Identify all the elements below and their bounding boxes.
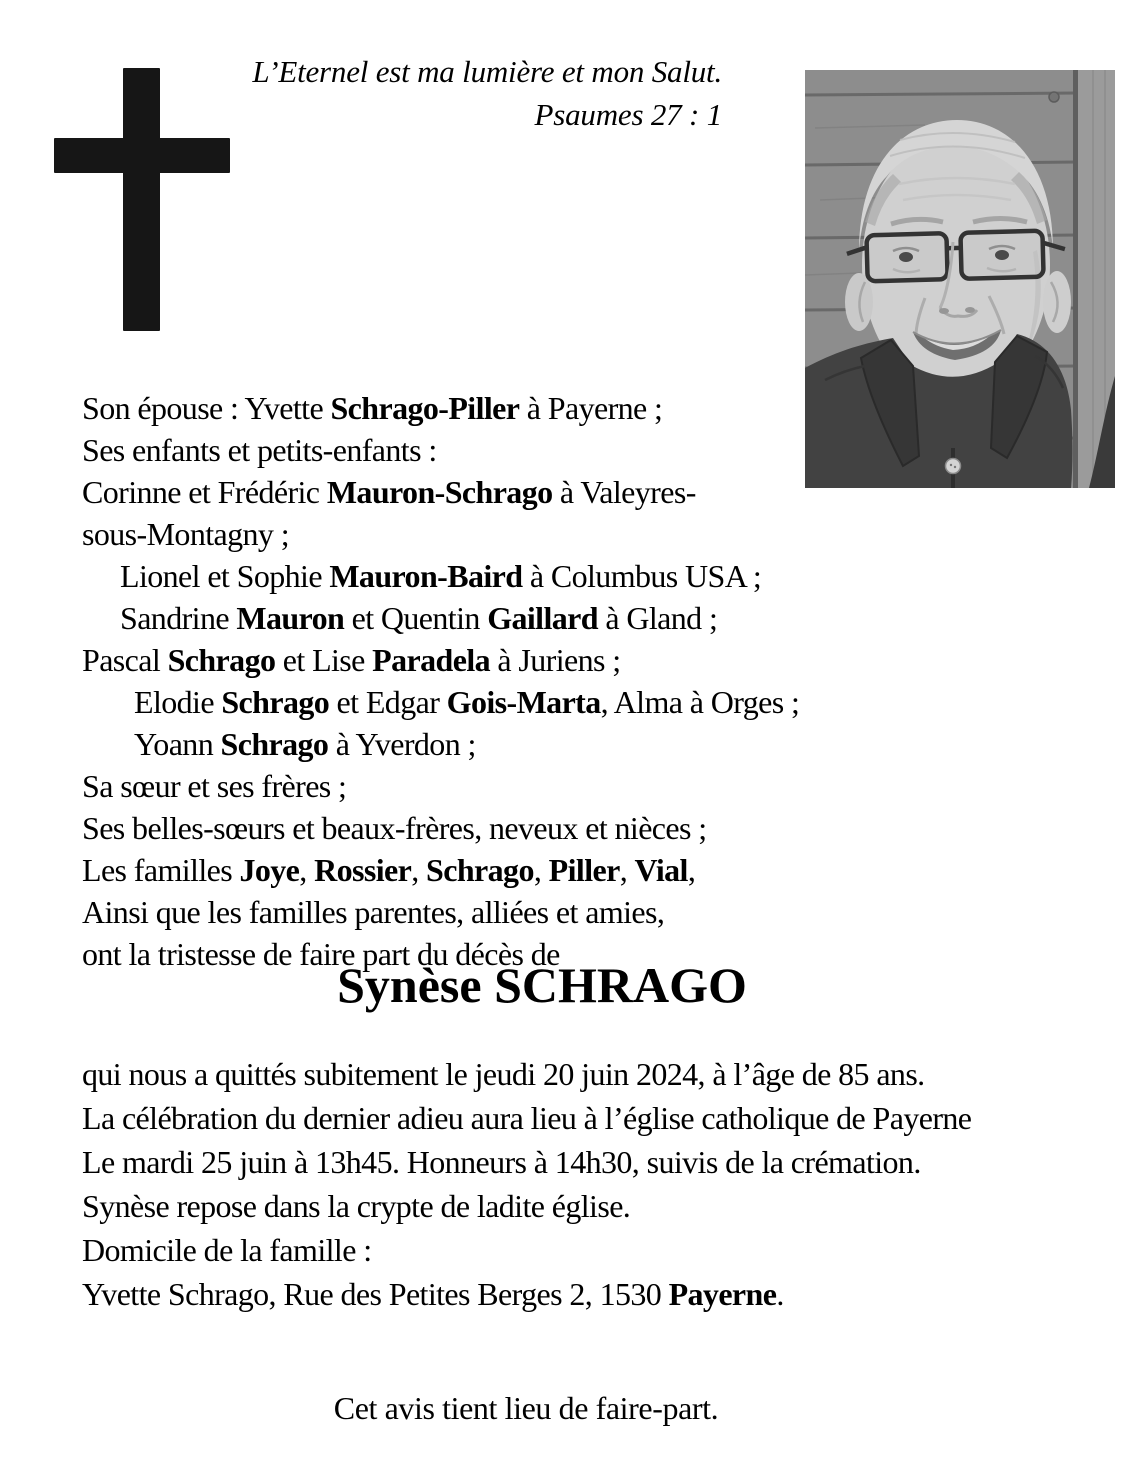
text-segment: Ainsi que les familles parentes, alliées et amies,	[82, 894, 665, 930]
deceased-name: Synèse SCHRAGO	[337, 957, 747, 1013]
text-line	[82, 387, 799, 429]
text-segment: Synèse repose dans la crypte de ladite église.	[82, 1188, 631, 1224]
funeral-details	[82, 1052, 971, 1316]
surname-bold: Schrago	[221, 684, 330, 720]
text-segment: Les familles	[82, 852, 240, 888]
text-segment: Pascal	[82, 642, 168, 678]
text-segment: qui nous a quittés subitement le jeudi 20 juin 2024, à l’âge de 85 ans.	[82, 1056, 925, 1092]
surname-bold: Gois-Marta	[446, 684, 601, 720]
surname-bold: Schrago	[167, 642, 276, 678]
text-segment: Yoann	[134, 726, 221, 762]
text-line	[82, 471, 799, 513]
family-list	[82, 387, 799, 975]
text-line	[82, 429, 799, 471]
text-line	[82, 1272, 971, 1316]
text-line	[82, 1184, 971, 1228]
text-line	[82, 555, 799, 597]
text-segment: , Alma à Orges ;	[600, 684, 800, 720]
surname-bold: Vial	[634, 852, 688, 888]
text-line	[82, 891, 799, 933]
text-segment: ,	[687, 852, 696, 888]
text-line	[82, 513, 799, 555]
text-segment: Son épouse : Yvette	[82, 390, 331, 426]
surname-bold: Gaillard	[487, 600, 598, 636]
text-line	[82, 1228, 971, 1272]
text-segment: Le mardi 25 juin à 13h45. Honneurs à 14h30, suivis de la crémation.	[82, 1144, 921, 1180]
scripture-quote	[252, 50, 722, 136]
text-line	[82, 639, 799, 681]
text-segment: à Gland ;	[597, 600, 718, 636]
text-segment: Elodie	[134, 684, 222, 720]
surname-bold: Payerne	[668, 1276, 777, 1312]
text-segment: ,	[299, 852, 315, 888]
text-segment: à Columbus USA ;	[522, 558, 762, 594]
surname-bold: Schrago-Piller	[330, 390, 520, 426]
text-line	[82, 723, 799, 765]
cross-horizontal-bar	[54, 138, 230, 173]
text-segment: ont la tristesse de faire part du décès de	[82, 936, 560, 972]
quote-text: L’Eternel est ma lumière et mon Salut.	[252, 54, 722, 89]
text-segment: .	[776, 1276, 784, 1312]
text-line	[82, 1052, 971, 1096]
text-segment: La célébration du dernier adieu aura lieu à l’église catholique de Payerne	[82, 1100, 972, 1136]
notice-footer: Cet avis tient lieu de faire-part.	[333, 1390, 719, 1426]
text-line	[82, 597, 799, 639]
text-line	[82, 849, 799, 891]
text-line	[82, 1096, 971, 1140]
shirt-button	[946, 459, 961, 474]
wood-knot	[1049, 92, 1059, 102]
text-line	[82, 681, 799, 723]
surname-bold: Mauron-Schrago	[326, 474, 553, 510]
text-segment: Ses belles-sœurs et beaux-frères, neveux et nièces ;	[82, 810, 707, 846]
text-segment: ,	[411, 852, 427, 888]
text-segment: Domicile de la famille :	[82, 1232, 372, 1268]
cross-vertical-bar	[123, 68, 160, 331]
text-segment: Lionel et Sophie	[120, 558, 330, 594]
surname-bold: Mauron-Baird	[329, 558, 523, 594]
text-segment: à Juriens ;	[490, 642, 621, 678]
text-segment: et Edgar	[329, 684, 447, 720]
board-edge	[1073, 70, 1078, 488]
surname-bold: Mauron	[236, 600, 345, 636]
quote-reference: Psaumes 27 : 1	[534, 97, 722, 132]
surname-bold: Schrago	[426, 852, 534, 888]
text-segment: Ses enfants et petits-enfants :	[82, 432, 437, 468]
text-line	[82, 1140, 971, 1184]
surname-bold: Joye	[239, 852, 300, 888]
text-segment: Yvette Schrago, Rue des Petites Berges 2, 1530	[82, 1276, 669, 1312]
text-line	[82, 765, 799, 807]
surname-bold: Paradela	[372, 642, 491, 678]
surname-bold: Piller	[548, 852, 620, 888]
surname-bold: Rossier	[314, 852, 412, 888]
surname-bold: Schrago	[220, 726, 329, 762]
text-segment: Sa sœur et ses frères ;	[82, 768, 347, 804]
text-line	[82, 807, 799, 849]
text-segment: ,	[533, 852, 549, 888]
text-segment: et Quentin	[344, 600, 488, 636]
portrait-photo	[805, 70, 1115, 488]
text-segment: à Valeyres-	[552, 474, 696, 510]
christian-cross-icon	[54, 68, 230, 331]
text-segment: Corinne et Frédéric	[82, 474, 327, 510]
text-segment: ,	[619, 852, 635, 888]
text-segment: Sandrine	[120, 600, 237, 636]
text-segment: et Lise	[275, 642, 373, 678]
text-segment: à Payerne ;	[519, 390, 663, 426]
text-segment: sous-Montagny ;	[82, 516, 290, 552]
text-segment: à Yverdon ;	[328, 726, 476, 762]
